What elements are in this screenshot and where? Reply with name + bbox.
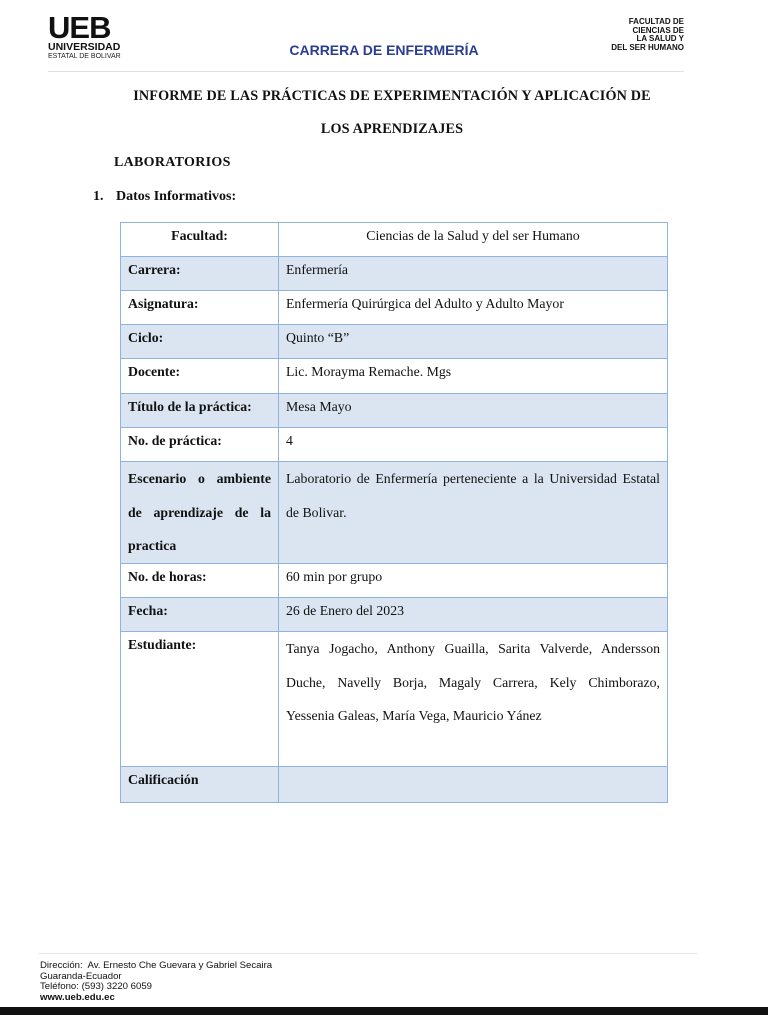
row-label: Fecha: [121,598,279,632]
table-row [121,359,668,394]
footer-divider [38,953,698,954]
row-value: Quinto “B” [279,325,668,359]
faculty-line: FACULTAD DE [628,17,684,26]
row-label: Estudiante: [121,632,279,767]
row-value [279,767,668,803]
address-label: Dirección: [40,960,83,971]
footer-bar [0,1007,768,1015]
row-value: 26 de Enero del 2023 [279,598,668,632]
faculty-label [611,18,684,52]
table-row [121,223,668,257]
row-label: Título de la práctica: [121,394,279,428]
table-row [121,291,668,325]
row-label: Escenario o ambiente de aprendizaje de la practica [121,462,279,564]
row-value: Enfermería [279,257,668,291]
row-value: Laboratorio de Enfermería perteneciente a la Universidad Estatal de Bolivar. [279,462,668,564]
row-label: Docente: [121,359,279,394]
table-row [121,462,668,564]
row-label: No. de práctica: [121,428,279,462]
row-value: Ciencias de la Salud y del ser Humano [279,223,668,257]
row-value: Lic. Morayma Remache. Mgs [279,359,668,394]
faculty-line: DEL SER HUMANO [611,42,684,52]
footer-contact [40,961,272,1003]
header-divider [48,71,684,72]
row-value: Mesa Mayo [279,394,668,428]
row-value: Enfermería Quirúrgica del Adulto y Adulto Mayor [279,291,668,325]
row-label: Asignatura: [121,291,279,325]
table-row [121,564,668,598]
table-row [121,394,668,428]
report-title-line-1: INFORME DE LAS PRÁCTICAS DE EXPERIMENTACIÓN Y APLICACIÓN DE [133,88,651,104]
row-value: Tanya Jogacho, Anthony Guailla, Sarita Valverde, Andersson Duche, Navelly Borja, Magaly Carrera, Kely Chimborazo, Yessenia Galeas, María Vega, Mauricio Yánez [279,632,668,767]
section-number: 1. [93,189,104,204]
row-label: Facultad: [121,223,279,257]
address-text: Av. Ernesto Che Guevara y Gabriel Secaira [87,960,273,971]
faculty-line: CIENCIAS DE [632,25,684,35]
table-row [121,325,668,359]
logo-ueb-text: UEB [48,10,111,45]
phone-text: (593) 3220 6059 [81,981,153,993]
career-heading: CARRERA DE ENFERMERÍA [289,42,479,58]
table-row [121,632,668,767]
row-label: Ciclo: [121,325,279,359]
logo-university-text: UNIVERSIDAD [48,41,121,53]
website-link[interactable]: www.ueb.edu.ec [40,991,115,1003]
city-text: Guaranda-Ecuador [40,970,122,982]
row-value: 4 [279,428,668,462]
section-heading [93,189,236,205]
row-value: 60 min por grupo [279,564,668,598]
table-row [121,428,668,462]
report-title-line-2: LOS APRENDIZAJES [320,121,464,137]
section-title: Datos Informativos: [116,189,237,204]
logo-state-text: ESTATAL DE BOLIVAR [48,53,121,60]
report-subtitle: LABORATORIOS [114,155,231,170]
table-row [121,598,668,632]
table-row [121,767,668,803]
table-row [121,257,668,291]
faculty-line: LA SALUD Y [636,34,684,43]
info-table [120,222,668,803]
row-label: No. de horas: [121,564,279,598]
phone-label: Teléfono: [40,981,79,993]
row-label: Carrera: [121,257,279,291]
row-label: Calificación [121,767,279,803]
